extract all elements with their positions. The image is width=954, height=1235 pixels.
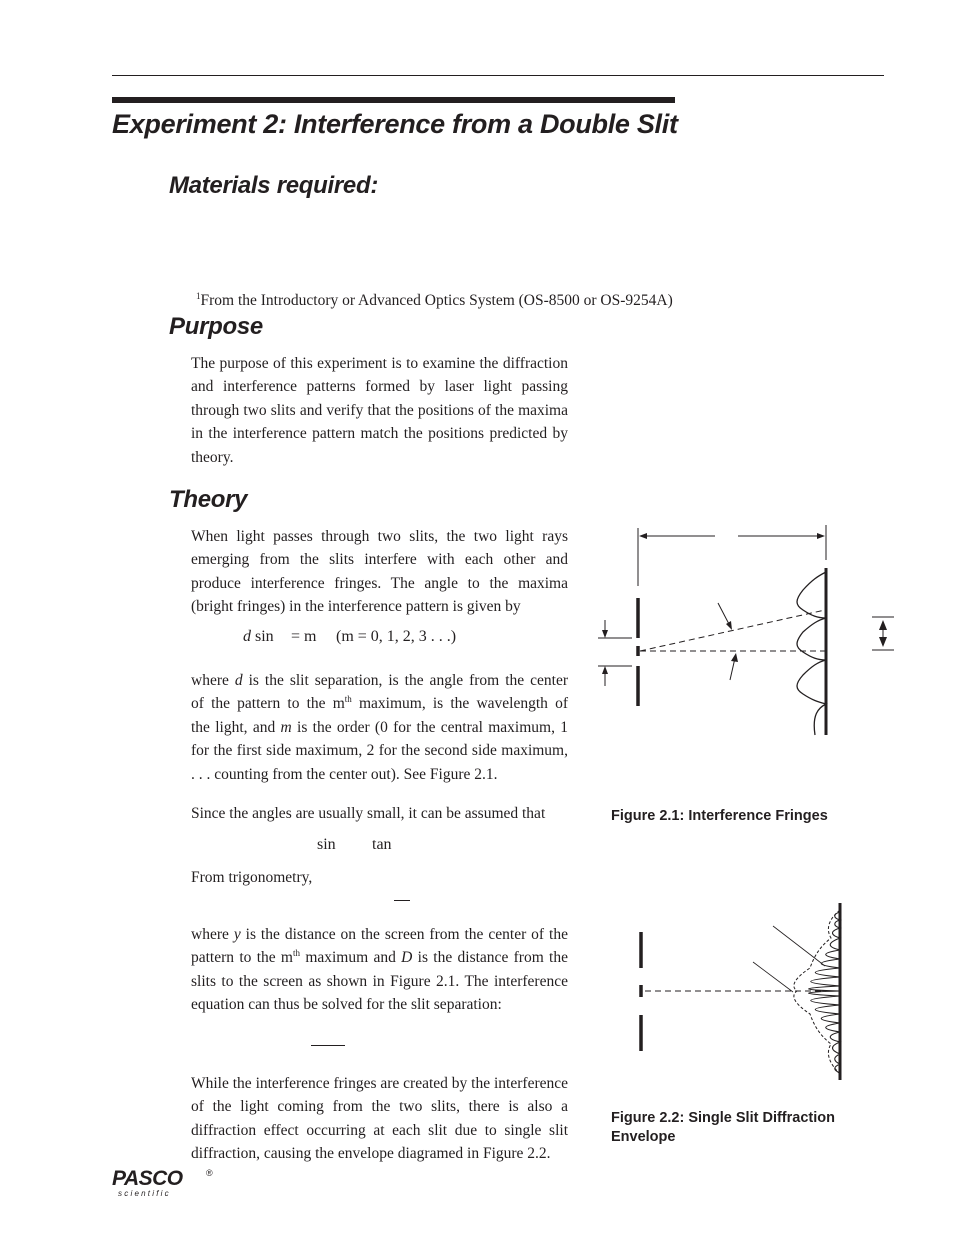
- pasco-logo: [112, 1168, 222, 1200]
- theory-paragraph-2: [191, 669, 568, 786]
- theory-line: where y is the distance on the screen from the center of the: [191, 926, 568, 943]
- theory-line: When light passes through two slits, the two light rays: [191, 528, 568, 545]
- eq2-tan: tan: [372, 836, 392, 853]
- theory-line: (bright fringes) in the interference pattern is given by: [191, 598, 521, 616]
- header-rule: [112, 75, 884, 76]
- theory-heading: Theory: [169, 486, 248, 513]
- theory-line: of the pattern to the $m^{th}$ maximum, is the wavelength of: [191, 694, 568, 713]
- logo-registered-mark: ®: [206, 1168, 213, 1178]
- purpose-line: theory.: [191, 448, 234, 466]
- purpose-line: The purpose of this experiment is to examine the diffraction: [191, 355, 568, 372]
- interference-equation: [243, 628, 274, 646]
- theory-line: of the light coming from the two slits, there is also a: [191, 1098, 568, 1116]
- purpose-line: and interference patterns formed by laser light passing: [191, 378, 568, 396]
- footnote-mark: 1: [196, 291, 201, 301]
- figure-2-1-diagram: [590, 520, 910, 745]
- footnote: [196, 292, 673, 310]
- footnote-text: From the Introductory or Advanced Optics System (OS-8500 or OS-9254A): [200, 292, 673, 309]
- theory-line: produce interference fringes. The angle to the maxima: [191, 574, 568, 592]
- arrow-right: [817, 533, 825, 539]
- figure-2-2-caption-line-1: Figure 2.2: Single Slit Diffraction: [611, 1110, 835, 1126]
- figure-2-2-caption: [611, 1109, 835, 1147]
- theory-line: . . . counting from the center out). See Figure 2.1.: [191, 765, 498, 783]
- theory-line: for the first side maximum, 2 for the second side maximum,: [191, 742, 568, 760]
- purpose-paragraph: [191, 352, 568, 469]
- figure-2-1-caption: Figure 2.1: Interference Fringes: [611, 808, 828, 824]
- fraction-bar-2: [311, 1045, 345, 1046]
- envelope-pointer: [773, 926, 825, 966]
- theory-line: equation can thus be solved for the slit separation:: [191, 996, 502, 1014]
- theory-paragraph-1: [191, 525, 568, 619]
- purpose-line: through two slits and verify that the positions of the maxima: [191, 401, 568, 419]
- theory-line: the light, and m is the order (0 for the central maximum, 1: [191, 718, 568, 736]
- theory-line: slits to the screen as shown in Figure 2.1. The interference: [191, 972, 568, 990]
- purpose-heading: Purpose: [169, 313, 263, 340]
- fringe-intensity-curve: [797, 572, 826, 735]
- theory-line: emerging from the slits interfere with each other and: [191, 551, 568, 569]
- theory-line: diffraction, causing the envelope diagramed in Figure 2.2.: [191, 1145, 551, 1163]
- theory-line: While the interference fringes are created by the interference: [191, 1075, 568, 1092]
- theory-line: pattern to the $m^{th}$ maximum and D is the distance from the: [191, 948, 568, 967]
- interference-fringes: [809, 912, 841, 1073]
- theory-paragraph-3: [191, 923, 568, 1017]
- eq-orders: (m = 0, 1, 2, 3 . . .): [336, 628, 457, 645]
- purpose-line: in the interference pattern match the positions predicted by: [191, 425, 568, 443]
- title-rule: [112, 97, 675, 103]
- small-angle-text: Since the angles are usually small, it can be assumed that: [191, 805, 546, 822]
- fraction-bar-1: [394, 900, 410, 901]
- figure-2-2-caption-line-2: Envelope: [611, 1129, 676, 1145]
- arrow-left: [639, 533, 647, 539]
- eq2-sin: sin: [317, 836, 336, 853]
- materials-heading: Materials required:: [169, 172, 379, 199]
- logo-tagline: s c i e n t i f i c: [118, 1189, 169, 1198]
- eq-m: = m: [291, 628, 317, 645]
- eq-d: d: [243, 628, 251, 645]
- fringe-pointer: [753, 962, 793, 992]
- trig-text: From trigonometry,: [191, 869, 313, 886]
- page-title: Experiment 2: Interference from a Double Slit: [112, 109, 678, 139]
- figure-2-2-diagram: [625, 898, 855, 1083]
- theory-line: where d is the slit separation, is the angle from the center: [191, 672, 568, 689]
- logo-wordmark: PASCO: [112, 1167, 183, 1190]
- eq-sin: sin: [255, 628, 274, 645]
- theory-paragraph-4: [191, 1072, 568, 1166]
- theory-line: diffraction effect occurring at each slit due to single slit: [191, 1121, 568, 1139]
